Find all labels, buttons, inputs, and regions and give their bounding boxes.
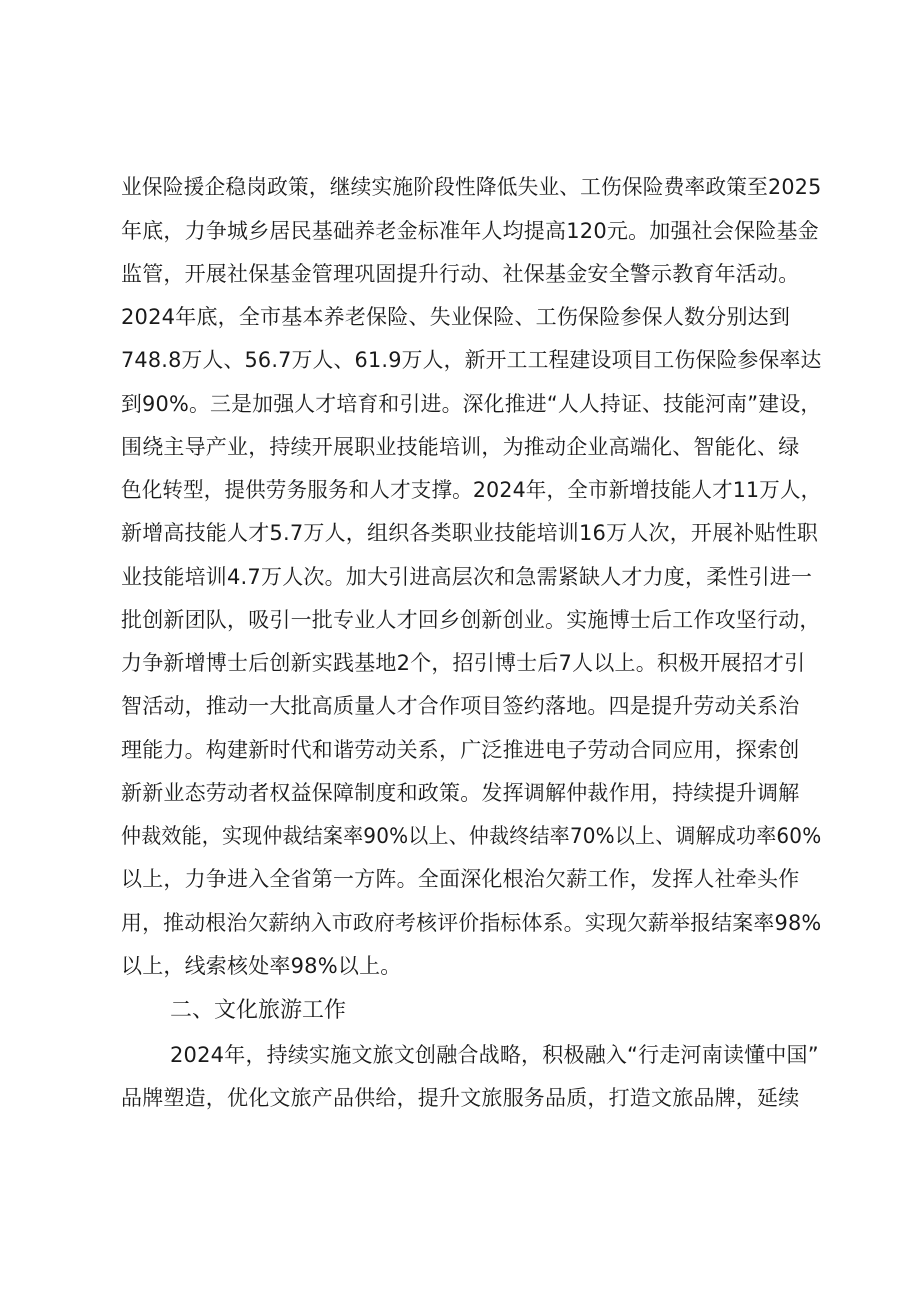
text-line: 到90%。三是加强人才培育和引进。深化推进“人人持证、技能河南”建设， — [121, 392, 822, 416]
text-line: 理能力。构建新时代和谐劳动关系，广泛推进电子劳动合同应用，探索创 — [121, 738, 800, 762]
text-line: 748.8万人、56.7万人、61.9万人，新开工工程建设项目工伤保险参保率达 — [121, 348, 822, 372]
text-line: 新增高技能人才5.7万人，组织各类职业技能培训16万人次，开展补贴性职 — [121, 521, 819, 545]
text-line: 色化转型，提供劳务服务和人才支撑。2024年，全市新增技能人才11万人， — [121, 478, 822, 502]
text-line: 批创新团队，吸引一批专业人才回乡创新创业。实施博士后工作攻坚行动， — [121, 608, 821, 632]
text-line: 年底，力争城乡居民基础养老金标准年人均提高120元。加强社会保险基金 — [121, 219, 819, 243]
text-line: 2024年底，全市基本养老保险、失业保险、工伤保险参保人数分别达到 — [121, 305, 791, 329]
section-heading: 二、文化旅游工作 — [170, 998, 347, 1023]
text-line: 监管，开展社保基金管理巩固提升行动、社保基金安全警示教育年活动。 — [121, 262, 800, 286]
text-line: 围绕主导产业，持续开展职业技能培训，为推动企业高端化、智能化、绿 — [121, 435, 800, 459]
text-line: 用，推动根治欠薪纳入市政府考核评价指标体系。实现欠薪举报结案率98% — [121, 911, 822, 935]
text-line: 力争新增博士后创新实践基地2个，招引博士后7人以上。积极开展招才引 — [121, 651, 806, 675]
text-line: 品牌塑造，优化文旅产品供给，提升文旅服务品质，打造文旅品牌，延续 — [121, 1086, 800, 1110]
text-line: 以上，力争进入全省第一方阵。全面深化根治欠薪工作，发挥人社牵头作 — [121, 867, 800, 891]
text-line: 2024年，持续实施文旅文创融合战略，积极融入“行走河南读懂中国” — [170, 1043, 819, 1067]
text-line: 智活动，推动一大批高质量人才合作项目签约落地。四是提升劳动关系治 — [121, 694, 800, 718]
text-line: 业保险援企稳岗政策，继续实施阶段性降低失业、工伤保险费率政策至2025 — [121, 175, 822, 199]
text-line: 仲裁效能，实现仲裁结案率90%以上、仲裁终结率70%以上、调解成功率60% — [121, 824, 822, 848]
text-line: 业技能培训4.7万人次。加大引进高层次和急需紧缺人才力度，柔性引进一 — [121, 565, 813, 589]
text-line: 新新业态劳动者权益保障制度和政策。发挥调解仲裁作用，持续提升调解 — [121, 781, 800, 805]
text-line: 以上，线索核处率98%以上。 — [121, 954, 402, 978]
